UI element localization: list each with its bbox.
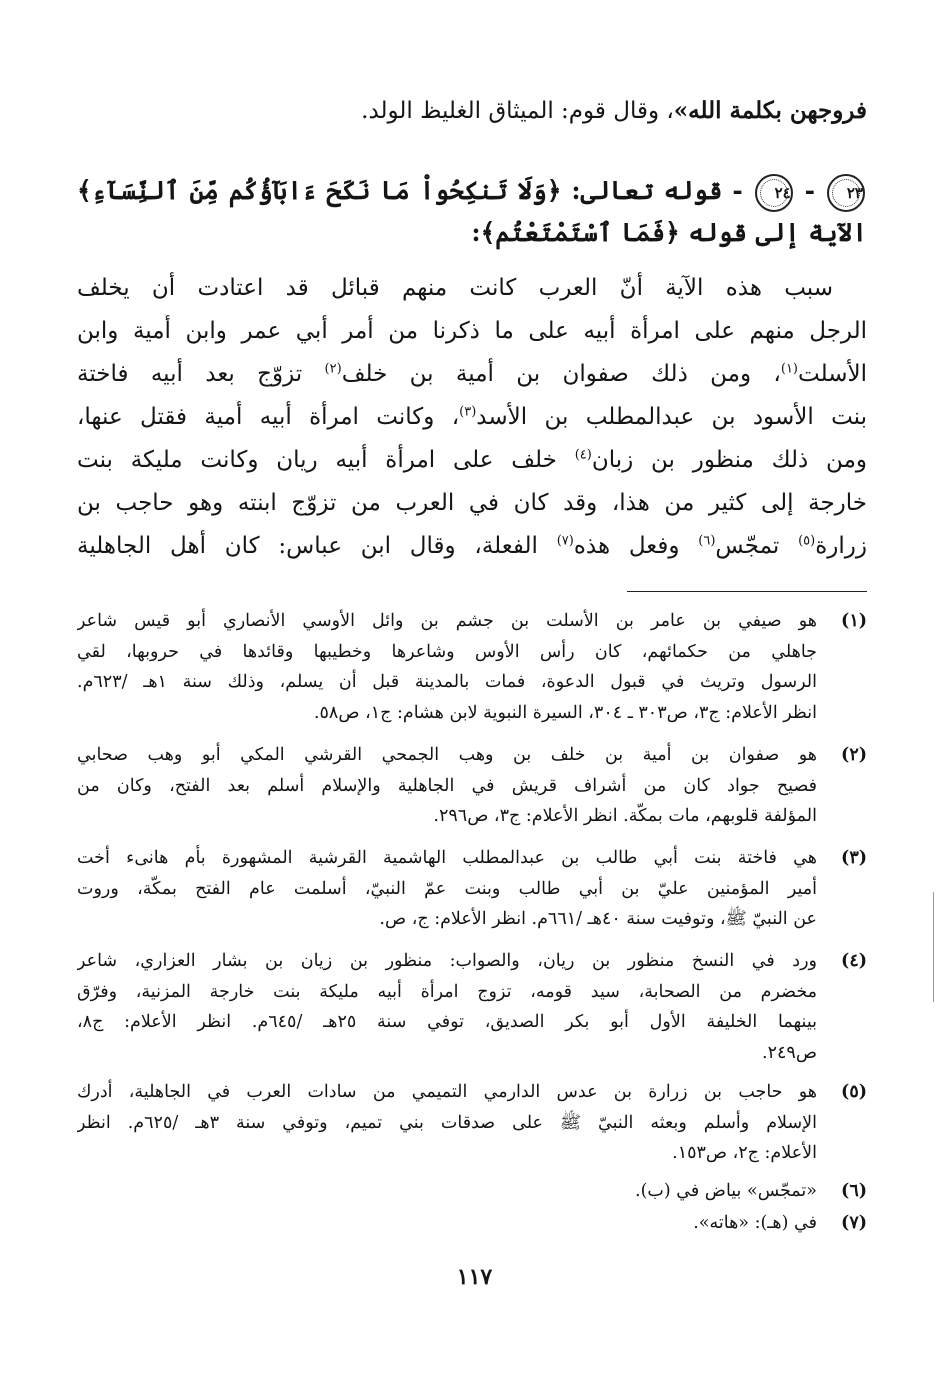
- footnote-line: هو صيفي بن عامر بن الأسلت بن جشم بن وائل الأوسي الأنصاري أبو قيس شاعر: [77, 611, 817, 631]
- footnote-line: هي فاختة بنت أبي طالب بن عبدالمطلب الهاشمية القرشية المشهورة بأم هانىء أخت: [77, 848, 817, 868]
- closing-fragment: ، وقال قوم: الميثاق الغليظ الولد.: [361, 98, 674, 124]
- fragment: خلف على امرأة أبيه ريان وكانت مليكة بنت: [77, 447, 575, 473]
- footnote-number: (٦): [841, 1181, 867, 1201]
- fragment: الأسلت: [798, 361, 867, 387]
- paragraph-line-4: [77, 400, 867, 434]
- footnote-ref-4[interactable]: (٤): [574, 447, 592, 463]
- footnote-ref-6[interactable]: (٦): [698, 533, 716, 549]
- paragraph-line-1: سبب هذه الآية أنّ العرب كانت منهم قبائل قد اعتادت أن يخلف: [77, 275, 833, 301]
- verse-intro: - قوله تعالى:: [561, 176, 753, 205]
- footnote-line: بينهما الخليفة الأول أبو بكر الصديق، توفي سنة ٢٥هـ /٦٤٥م. انظر الأعلام: ج٨،: [77, 1012, 817, 1032]
- footnote-line: فصيح جواد كان من أشراف قريش في الجاهلية والإسلام أسلم بعد الفتح، وكان من: [77, 775, 817, 796]
- footnote-line: الرسول وتريث في قبول الدعوة، فمات بالمدينة قبل أن يسلم، وذلك سنة ١هـ /٦٢٣م.: [77, 672, 817, 692]
- footnote-line: ورد في النسخ منظور بن ريان، والصواب: منظور بن زيان بن بشار العزاري، شاعر: [77, 951, 817, 971]
- footnote-line: المؤلفة قلوبهم، مات بمكّة. انظر الأعلام: ج٣، ص٢٩٦.: [433, 806, 817, 826]
- footnote-line: في (هـ): «هاته».: [693, 1213, 817, 1233]
- footnote-6: [77, 1176, 867, 1207]
- fragment: وفعل هذه: [573, 533, 699, 559]
- main-text-line-1: [77, 94, 867, 128]
- footnote-line: الأعلام: ج٢، ص١٥٣.: [672, 1143, 817, 1163]
- footnote-5: [77, 1077, 867, 1169]
- footnote-separator-rule: [627, 591, 867, 592]
- paragraph-line-5: [77, 443, 867, 477]
- paragraph-line-3: [77, 357, 867, 391]
- footnote-ref-3[interactable]: (٣): [459, 404, 477, 420]
- footnote-ref-7[interactable]: (٧): [556, 533, 574, 549]
- footnote-line: انظر الأعلام: ج٣، ص٣٠٣ ـ ٣٠٤، السيرة النبوية لابن هشام: ج١، ص٥٨.: [313, 702, 817, 723]
- footnote-line: أمير المؤمنين عليّ بن أبي طالب وبنت عمّ النبيّ، أسلمت عام الفتح بمكّة، وروت: [77, 878, 817, 899]
- footnote-line: عن النبيّ ﷺ، وتوفيت سنة ٤٠هـ /٦٦١م. انظر الأعلام: ج، ص.: [379, 909, 817, 929]
- footnote-text: [77, 606, 817, 728]
- footnote-line: الإسلام وأسلم وبعثه النبيّ ﷺ على صدقات بني تميم، وتوفي سنة ٣هـ /٦٢٥م. انظر: [77, 1112, 817, 1133]
- footnote-text: [77, 740, 817, 832]
- footnote-2: [77, 740, 867, 832]
- footnote-text: [77, 1176, 817, 1207]
- verse-heading-line-1: [77, 170, 867, 212]
- fragment: ومن ذلك منظور بن زبان: [591, 447, 867, 473]
- footnote-number: (٧): [841, 1213, 867, 1233]
- footnote-line: هو حاجب بن زرارة بن عدس الدارمي التميمي من سادات العرب في الجاهلية، أدرك: [77, 1082, 817, 1102]
- footnote-line: هو صفوان بن أمية بن خلف بن وهب الجمحي القرشي المكي أبو وهب صحابي: [77, 745, 817, 765]
- fragment: تزوّج بعد أبيه فاختة: [77, 361, 325, 387]
- footnote-ref-2[interactable]: (٢): [324, 361, 342, 377]
- footnote-3: [77, 843, 867, 935]
- fragment: بنت الأسود بن عبدالمطلب بن الأسد: [476, 404, 867, 430]
- paragraph-line-6: خارجة إلى كثير من هذا، وقد كان في العرب من تزوّج ابنته وهو حاجب بن: [77, 490, 867, 516]
- verse-quote: ﴿وَلَا تَنكِحُواْ مَا نَكَحَ ءَابَآؤُكُم مِّنَ ٱلنِّسَآءِ﴾: [77, 176, 562, 205]
- footnote-4: [77, 946, 867, 1068]
- footnote-line: ص٢٤٩.: [762, 1042, 817, 1063]
- footnote-text: [77, 1077, 817, 1169]
- footnote-text: [77, 946, 817, 1068]
- footnote-number: (٥): [841, 1082, 867, 1102]
- footnote-number: (٢): [841, 745, 867, 765]
- footnote-ref-5[interactable]: (٥): [798, 533, 816, 549]
- dash-separator: -: [794, 176, 825, 205]
- verse-number-ornament-a: ٢٣: [827, 174, 865, 212]
- verse-heading-line-2: الآية إلى قوله ﴿فَمَا ٱسْتَمْتَعْتُم﴾:: [471, 218, 867, 247]
- fragment: ، وكانت امرأة أبيه أُمية فقتل عنها،: [77, 404, 460, 430]
- opening-fragment: فروجهن بكلمة الله»: [673, 97, 867, 124]
- footnote-number: (١): [841, 611, 867, 631]
- footnote-text: [77, 843, 817, 935]
- fragment: الفعلة، وقال ابن عباس: كان أهل الجاهلية: [77, 533, 557, 559]
- page-number: ١١٧: [456, 1264, 493, 1290]
- footnote-7: [77, 1208, 867, 1239]
- scan-edge-line: [933, 892, 934, 1002]
- footnote-1: [77, 606, 867, 728]
- footnote-line: «تمجّس» بياض في (ب).: [635, 1181, 817, 1201]
- footnote-line: جاهلي من حكمائهم، كان رأس الأوس وشاعرها وخطيبها وقائدها في حروبها، لقي: [77, 641, 817, 662]
- paragraph-line-7: [77, 529, 867, 563]
- fragment: تمجّس: [715, 533, 799, 559]
- footnote-line: مخضرم من الصحابة، سيد قومه، تزوج امرأة أبيه مليكة بنت خارجة المزنية، وفرّق: [77, 981, 817, 1002]
- verse-number-ornament-b: ٢٤: [755, 174, 793, 212]
- footnote-ref-1[interactable]: (١): [780, 361, 798, 377]
- footnote-text: [77, 1208, 817, 1239]
- footnote-number: (٤): [841, 951, 867, 971]
- paragraph-line-2: الرجل منهم على امرأة أبيه على ما ذكرنا من أمر أبي عمر وابن أُمية وابن: [77, 318, 867, 344]
- fragment: ، ومن ذلك صفوان بن أمية بن خلف: [341, 361, 781, 387]
- fragment: زرارة: [815, 533, 867, 559]
- footnote-number: (٣): [841, 848, 867, 868]
